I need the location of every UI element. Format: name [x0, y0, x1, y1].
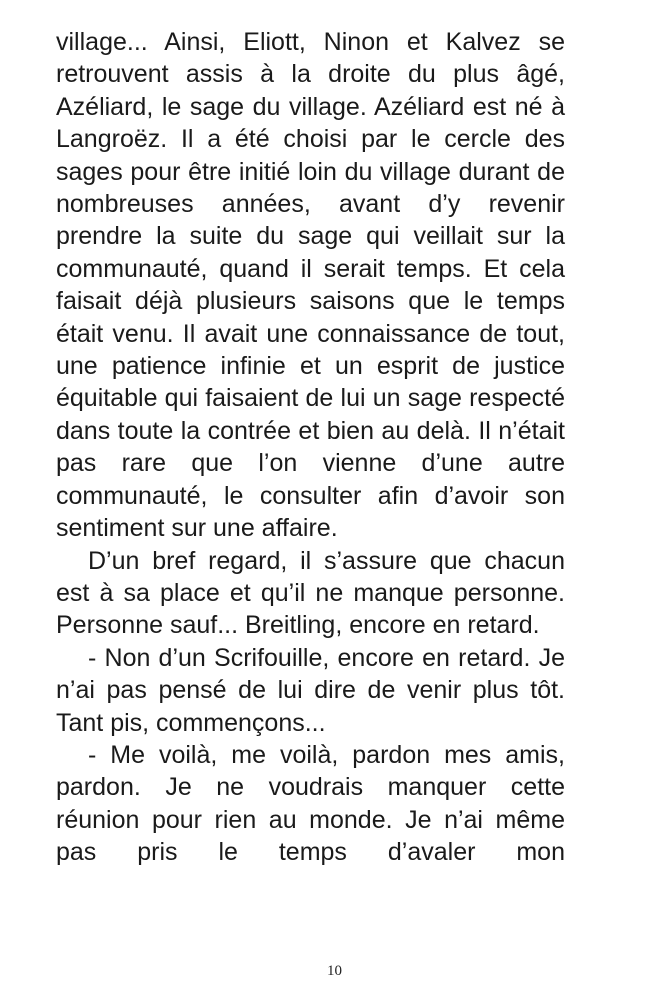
paragraph-3-dialogue: - Non d’un Scrifouille, encore en retard. Je n’ai pas pensé de lui dire de venir plus tôt. Tant pis, commençons...	[56, 643, 565, 737]
body-text	[56, 26, 565, 869]
page-number: 10	[327, 963, 342, 979]
paragraph-1: village... Ainsi, Eliott, Ninon et Kalvez se retrouvent assis à la droite du plus âgé, Azéliard, le sage du village. Azéliard est né à Langroëz. Il a été choisi par le cercle des sages pour être initié loin du village durant de nombreuses années, avant d’y revenir prendre la suite du sage qui veillait sur la communauté, quand il serait temps. Et cela faisait déjà plusieurs saisons que le temps était venu. Il avait une connaissance de tout, une patience infinie et un esprit de justice équitable qui faisaient de lui un sage respecté dans toute la contrée et bien au delà. Il n’était pas rare que l’on vienne d’une autre communauté, le consulter afin d’avoir son sentiment sur une affaire.	[56, 28, 565, 543]
paragraph-2: D’un bref regard, il s’assure que chacun est à sa place et qu’il ne manque personne. Personne sauf... Breitling, encore en retard.	[56, 546, 565, 640]
paragraph-4-dialogue: - Me voilà, me voilà, pardon mes amis, pardon. Je ne voudrais manquer cette réunion pour rien au monde. Je n’ai même pas pris le temps d’avaler mon	[56, 740, 565, 867]
